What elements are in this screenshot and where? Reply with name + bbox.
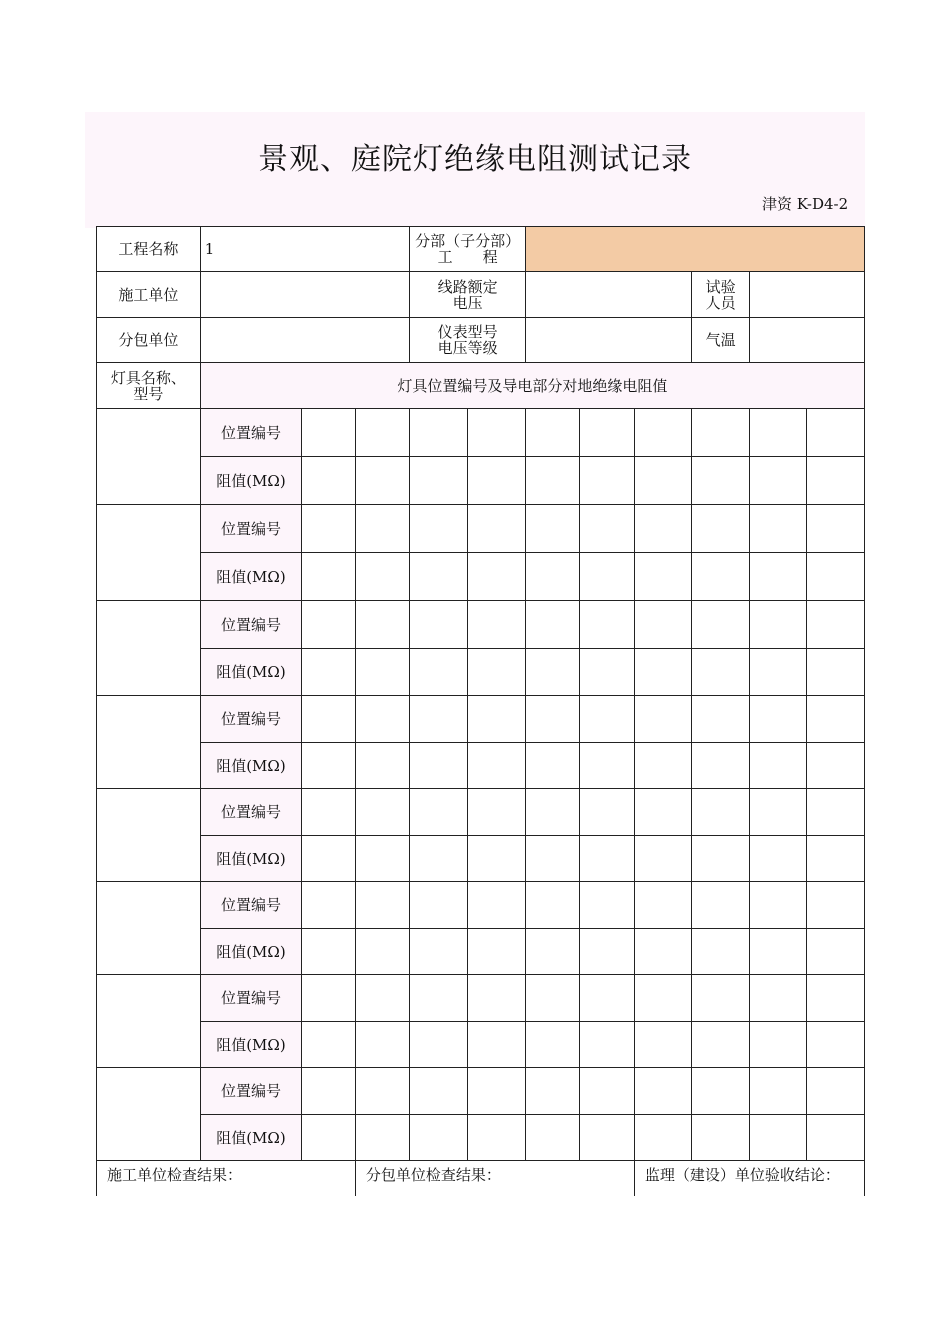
resistance-cell[interactable] — [410, 457, 468, 505]
fixture-group-6-resistance-row — [97, 929, 865, 975]
position-cell[interactable] — [580, 882, 635, 929]
position-cell[interactable] — [410, 696, 468, 743]
fixture-group-5-resistance-row — [97, 836, 865, 882]
resistance-cell[interactable] — [692, 457, 750, 505]
resistance-cell[interactable] — [468, 1115, 526, 1161]
position-cell[interactable] — [525, 505, 580, 553]
resistance-cell[interactable] — [302, 836, 356, 882]
fixture-group-1-resistance-row — [97, 457, 865, 505]
fixture-group-2-position-row — [97, 505, 865, 553]
resistance-cell[interactable] — [750, 457, 807, 505]
line-voltage-label: 线路额定 电压 — [410, 272, 525, 318]
position-cell[interactable] — [525, 975, 580, 1022]
position-cell[interactable] — [355, 975, 410, 1022]
line-voltage-value[interactable] — [525, 272, 692, 318]
position-cell[interactable] — [692, 601, 750, 649]
position-cell[interactable] — [634, 696, 691, 743]
resistance-cell[interactable] — [750, 1115, 807, 1161]
position-cell[interactable] — [410, 409, 468, 457]
position-cell[interactable] — [750, 882, 807, 929]
position-label: 位置编号 — [200, 409, 301, 457]
position-cell[interactable] — [302, 409, 356, 457]
position-cell[interactable] — [692, 696, 750, 743]
fixture-group-7-resistance-row — [97, 1022, 865, 1068]
fixture-group-2-resistance-row — [97, 553, 865, 601]
position-cell[interactable] — [525, 696, 580, 743]
resistance-label: 阻值(MΩ) — [200, 457, 301, 505]
position-label: 位置编号 — [200, 696, 301, 743]
fixture-group-3-resistance-row — [97, 649, 865, 696]
temperature-label: 气温 — [692, 318, 750, 363]
position-cell[interactable] — [750, 601, 807, 649]
resistance-cell[interactable] — [634, 1022, 691, 1068]
position-cell[interactable] — [302, 1068, 356, 1115]
position-cell[interactable] — [302, 601, 356, 649]
position-cell[interactable] — [580, 601, 635, 649]
resistance-cell[interactable] — [302, 1022, 356, 1068]
resistance-label: 阻值(MΩ) — [200, 1022, 301, 1068]
tester-value[interactable] — [750, 272, 865, 318]
resistance-cell[interactable] — [355, 553, 410, 601]
position-cell[interactable] — [410, 789, 468, 836]
fixture-name-cell[interactable] — [97, 696, 201, 789]
position-cell[interactable] — [468, 409, 526, 457]
fixture-name-cell[interactable] — [97, 601, 201, 696]
position-cell[interactable] — [302, 882, 356, 929]
resistance-cell[interactable] — [692, 649, 750, 696]
position-cell[interactable] — [355, 505, 410, 553]
resistance-cell[interactable] — [355, 1022, 410, 1068]
page-title: 景观、庭院灯绝缘电阻测试记录 — [258, 142, 692, 177]
record-table-area — [96, 226, 865, 1196]
position-cell[interactable] — [750, 696, 807, 743]
position-cell[interactable] — [410, 975, 468, 1022]
position-cell[interactable] — [634, 601, 691, 649]
position-cell[interactable] — [750, 505, 807, 553]
position-cell[interactable] — [634, 975, 691, 1022]
fixture-label: 灯具名称、 型号 — [97, 363, 201, 409]
resistance-cell[interactable] — [580, 649, 635, 696]
resistance-cell[interactable] — [525, 649, 580, 696]
resistance-cell[interactable] — [302, 1115, 356, 1161]
resistance-cell[interactable] — [750, 743, 807, 789]
resistance-label: 阻值(MΩ) — [200, 649, 301, 696]
resistance-cell[interactable] — [410, 1022, 468, 1068]
form-code: 津资 K-D4-2 — [762, 195, 849, 213]
resistance-cell[interactable] — [355, 457, 410, 505]
position-cell[interactable] — [634, 882, 691, 929]
sub-project-value[interactable] — [525, 227, 864, 272]
constructor-label: 施工单位 — [97, 272, 201, 318]
resistance-cell[interactable] — [355, 743, 410, 789]
position-cell[interactable] — [807, 505, 865, 553]
resistance-cell[interactable] — [302, 929, 356, 975]
position-cell[interactable] — [525, 882, 580, 929]
resistance-cell[interactable] — [468, 1022, 526, 1068]
resistance-cell[interactable] — [580, 553, 635, 601]
resistance-cell[interactable] — [410, 649, 468, 696]
position-cell[interactable] — [634, 505, 691, 553]
resistance-cell[interactable] — [634, 553, 691, 601]
position-cell[interactable] — [807, 975, 865, 1022]
position-label: 位置编号 — [200, 601, 301, 649]
position-cell[interactable] — [355, 409, 410, 457]
fixture-name-cell[interactable] — [97, 882, 201, 975]
resistance-cell[interactable] — [692, 553, 750, 601]
position-cell[interactable] — [302, 696, 356, 743]
resistance-cell[interactable] — [750, 553, 807, 601]
position-cell[interactable] — [302, 505, 356, 553]
resistance-cell[interactable] — [634, 457, 691, 505]
resistance-label: 阻值(MΩ) — [200, 743, 301, 789]
position-cell[interactable] — [580, 505, 635, 553]
resistance-cell[interactable] — [807, 649, 865, 696]
position-cell[interactable] — [750, 789, 807, 836]
resistance-cell[interactable] — [525, 929, 580, 975]
constructor-result[interactable]: 施工单位检查结果： — [97, 1161, 356, 1197]
resistance-cell[interactable] — [580, 743, 635, 789]
position-cell[interactable] — [468, 696, 526, 743]
fixture-group-5-position-row — [97, 789, 865, 836]
resistance-cell[interactable] — [525, 743, 580, 789]
fixture-group-3-position-row — [97, 601, 865, 649]
fixture-group-4-position-row — [97, 696, 865, 743]
resistance-cell[interactable] — [807, 836, 865, 882]
position-cell[interactable] — [355, 789, 410, 836]
position-cell[interactable] — [410, 505, 468, 553]
resistance-cell[interactable] — [525, 836, 580, 882]
sub-project-label: 分部（子分部） 工 程 — [410, 227, 525, 272]
position-label: 位置编号 — [200, 1068, 301, 1115]
resistance-cell[interactable] — [750, 836, 807, 882]
footer-row — [97, 1161, 865, 1197]
fixture-group-8-position-row — [97, 1068, 865, 1115]
resistance-label: 阻值(MΩ) — [200, 836, 301, 882]
position-cell[interactable] — [807, 601, 865, 649]
resistance-cell[interactable] — [692, 836, 750, 882]
supervisor-result[interactable]: 监理（建设）单位验收结论： — [634, 1161, 864, 1197]
position-cell[interactable] — [692, 409, 750, 457]
resistance-cell[interactable] — [580, 1022, 635, 1068]
fixture-group-1-position-row — [97, 409, 865, 457]
resistance-cell[interactable] — [302, 649, 356, 696]
resistance-cell[interactable] — [580, 457, 635, 505]
position-label: 位置编号 — [200, 882, 301, 929]
resistance-cell[interactable] — [355, 649, 410, 696]
resistance-cell[interactable] — [580, 1115, 635, 1161]
resistance-cell[interactable] — [692, 1115, 750, 1161]
position-cell[interactable] — [410, 882, 468, 929]
resistance-cell[interactable] — [807, 743, 865, 789]
resistance-cell[interactable] — [468, 929, 526, 975]
position-cell[interactable] — [525, 1068, 580, 1115]
section-heading: 灯具位置编号及导电部分对地绝缘电阻值 — [200, 363, 864, 409]
project-name-label: 工程名称 — [97, 227, 201, 272]
fixture-name-cell[interactable] — [97, 409, 201, 505]
position-cell[interactable] — [468, 975, 526, 1022]
position-cell[interactable] — [580, 1068, 635, 1115]
constructor-value[interactable] — [200, 272, 410, 318]
subcontractor-label: 分包单位 — [97, 318, 201, 363]
resistance-cell[interactable] — [302, 743, 356, 789]
position-cell[interactable] — [807, 789, 865, 836]
resistance-cell[interactable] — [525, 1115, 580, 1161]
resistance-cell[interactable] — [355, 836, 410, 882]
resistance-cell[interactable] — [634, 836, 691, 882]
position-cell[interactable] — [580, 975, 635, 1022]
resistance-cell[interactable] — [634, 649, 691, 696]
fixture-name-cell[interactable] — [97, 505, 201, 601]
position-cell[interactable] — [807, 409, 865, 457]
resistance-cell[interactable] — [525, 457, 580, 505]
fixture-group-8-resistance-row — [97, 1115, 865, 1161]
resistance-cell[interactable] — [468, 553, 526, 601]
position-cell[interactable] — [692, 789, 750, 836]
position-cell[interactable] — [468, 789, 526, 836]
resistance-cell[interactable] — [302, 457, 356, 505]
resistance-cell[interactable] — [410, 836, 468, 882]
resistance-cell[interactable] — [634, 1115, 691, 1161]
record-table — [96, 226, 865, 1196]
resistance-cell[interactable] — [750, 649, 807, 696]
project-name-value[interactable]: 1 — [200, 227, 410, 272]
position-cell[interactable] — [468, 601, 526, 649]
position-cell[interactable] — [468, 882, 526, 929]
position-cell[interactable] — [634, 789, 691, 836]
fixture-name-cell[interactable] — [97, 1068, 201, 1161]
position-label: 位置编号 — [200, 505, 301, 553]
resistance-cell[interactable] — [468, 649, 526, 696]
position-cell[interactable] — [692, 505, 750, 553]
resistance-cell[interactable] — [580, 929, 635, 975]
resistance-cell[interactable] — [750, 929, 807, 975]
meter-value[interactable] — [525, 318, 692, 363]
position-cell[interactable] — [302, 975, 356, 1022]
position-label: 位置编号 — [200, 975, 301, 1022]
position-cell[interactable] — [355, 601, 410, 649]
position-cell[interactable] — [692, 1068, 750, 1115]
resistance-cell[interactable] — [692, 743, 750, 789]
position-cell[interactable] — [634, 1068, 691, 1115]
resistance-cell[interactable] — [468, 743, 526, 789]
resistance-cell[interactable] — [807, 1022, 865, 1068]
resistance-cell[interactable] — [355, 1115, 410, 1161]
fixture-group-7-position-row — [97, 975, 865, 1022]
subcontractor-value[interactable] — [200, 318, 410, 363]
resistance-cell[interactable] — [355, 929, 410, 975]
resistance-cell[interactable] — [302, 553, 356, 601]
position-cell[interactable] — [580, 409, 635, 457]
resistance-cell[interactable] — [634, 743, 691, 789]
position-cell[interactable] — [750, 975, 807, 1022]
fixture-group-6-position-row — [97, 882, 865, 929]
position-cell[interactable] — [525, 601, 580, 649]
subcontractor-result[interactable]: 分包单位检查结果： — [355, 1161, 634, 1197]
resistance-label: 阻值(MΩ) — [200, 553, 301, 601]
resistance-cell[interactable] — [580, 836, 635, 882]
position-cell[interactable] — [410, 601, 468, 649]
resistance-cell[interactable] — [807, 457, 865, 505]
position-cell[interactable] — [807, 882, 865, 929]
position-cell[interactable] — [302, 789, 356, 836]
tester-label: 试验 人员 — [692, 272, 750, 318]
position-cell[interactable] — [410, 1068, 468, 1115]
resistance-cell[interactable] — [807, 1115, 865, 1161]
resistance-cell[interactable] — [750, 1022, 807, 1068]
position-cell[interactable] — [525, 789, 580, 836]
position-cell[interactable] — [355, 882, 410, 929]
position-cell[interactable] — [750, 409, 807, 457]
resistance-cell[interactable] — [525, 1022, 580, 1068]
position-cell[interactable] — [525, 409, 580, 457]
resistance-label: 阻值(MΩ) — [200, 1115, 301, 1161]
resistance-cell[interactable] — [410, 1115, 468, 1161]
temperature-value[interactable] — [750, 318, 865, 363]
resistance-cell[interactable] — [634, 929, 691, 975]
position-cell[interactable] — [807, 1068, 865, 1115]
position-cell[interactable] — [807, 696, 865, 743]
resistance-label: 阻值(MΩ) — [200, 929, 301, 975]
position-cell[interactable] — [692, 882, 750, 929]
resistance-cell[interactable] — [807, 929, 865, 975]
resistance-cell[interactable] — [468, 457, 526, 505]
position-cell[interactable] — [355, 1068, 410, 1115]
position-cell[interactable] — [468, 505, 526, 553]
position-cell[interactable] — [750, 1068, 807, 1115]
fixture-name-cell[interactable] — [97, 975, 201, 1068]
resistance-cell[interactable] — [807, 553, 865, 601]
resistance-cell[interactable] — [525, 553, 580, 601]
position-cell[interactable] — [580, 696, 635, 743]
resistance-cell[interactable] — [692, 1022, 750, 1068]
resistance-cell[interactable] — [410, 743, 468, 789]
fixture-group-4-resistance-row — [97, 743, 865, 789]
position-cell[interactable] — [355, 696, 410, 743]
position-label: 位置编号 — [200, 789, 301, 836]
resistance-cell[interactable] — [410, 929, 468, 975]
resistance-cell[interactable] — [410, 553, 468, 601]
position-cell[interactable] — [634, 409, 691, 457]
position-cell[interactable] — [580, 789, 635, 836]
resistance-cell[interactable] — [692, 929, 750, 975]
fixture-name-cell[interactable] — [97, 789, 201, 882]
resistance-cell[interactable] — [468, 836, 526, 882]
position-cell[interactable] — [468, 1068, 526, 1115]
meter-label: 仪表型号 电压等级 — [410, 318, 525, 363]
position-cell[interactable] — [692, 975, 750, 1022]
